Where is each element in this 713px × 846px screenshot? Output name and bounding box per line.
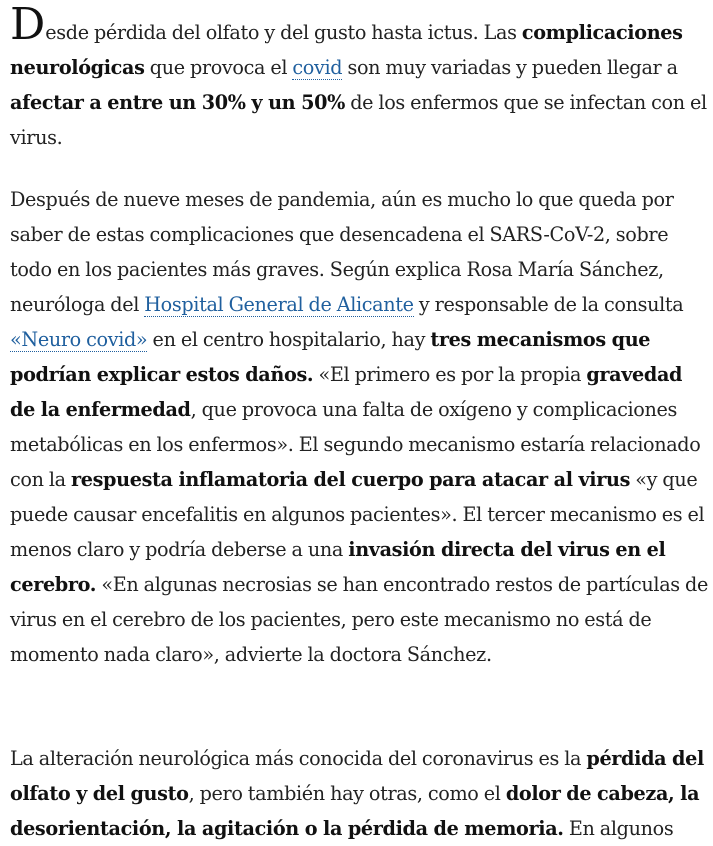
paragraph-symptoms <box>10 741 710 846</box>
covid-link[interactable]: covid <box>292 56 343 79</box>
text: «El primero es por la propia <box>313 363 587 386</box>
text: esde pérdida del olfato y del gusto hasta ictus. Las <box>45 21 522 44</box>
bold-text: complicaciones neurológicas <box>10 21 683 79</box>
paragraph-mechanisms <box>10 182 710 672</box>
text: que provoca el <box>144 56 293 79</box>
text: En algunos <box>563 817 674 840</box>
bold-text: gravedad de la enfermedad <box>10 363 683 421</box>
text: de los enfermos que se infectan con el virus. <box>10 91 707 149</box>
text: en el centro hospitalario, hay <box>147 328 431 351</box>
text: Después de nueve meses de pandemia, aún es mucho lo que queda por saber de estas complicaciones que desencadena el SARS-CoV-2, sobre todo en los pacientes más graves. Según explica Rosa María Sánchez, neuróloga del <box>10 188 674 316</box>
text: , pero también hay otras, como el <box>188 782 506 805</box>
hospital-link[interactable]: Hospital General de Alicante <box>144 293 414 316</box>
neuro-covid-link[interactable]: «Neuro covid» <box>10 328 148 351</box>
bold-text: afectar a entre un 30% y un 50% <box>10 91 345 114</box>
bold-text: dolor de cabeza, la desorientación, la agitación o la pérdida de memoria. <box>10 782 700 840</box>
text: , que provoca una falta de oxígeno y complicaciones metabólicas en los enfermos». El segundo mecanismo estaría relacionado con la <box>10 398 701 491</box>
bold-text: invasión directa del virus en el cerebro. <box>10 538 666 596</box>
text: y responsable de la consulta <box>413 293 684 316</box>
bold-text: respuesta inflamatoria del cuerpo para atacar al virus <box>70 468 631 491</box>
text: «y que puede causar encefalitis en algunos pacientes». El tercer mecanismo es el menos claro y podría deberse a una <box>10 468 705 561</box>
text: son muy variadas y pueden llegar a <box>342 56 678 79</box>
drop-cap: D <box>10 0 46 50</box>
bold-text: pérdida del olfato y del gusto <box>10 747 704 805</box>
text: La alteración neurológica más conocida del coronavirus es la <box>10 747 587 770</box>
text: «En algunas necrosias se han encontrado restos de partículas de virus en el cerebro de los pacientes, pero este mecanismo no está de momento nada claro», advierte la doctora Sánchez. <box>10 573 708 666</box>
bold-text: tres mecanismos que podrían explicar estos daños. <box>10 328 651 386</box>
paragraph-intro <box>10 0 710 155</box>
